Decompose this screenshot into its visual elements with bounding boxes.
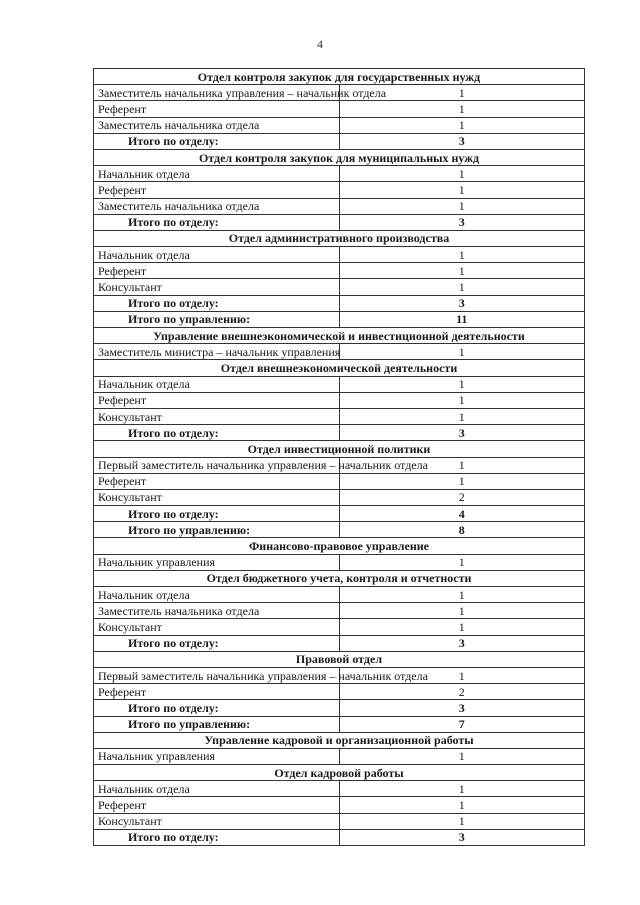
position-name: Заместитель начальника отдела bbox=[94, 603, 340, 619]
position-name: Референт bbox=[94, 263, 340, 279]
section-heading: Отдел административного производства bbox=[94, 230, 585, 246]
position-name: Начальник отдела bbox=[94, 376, 340, 392]
total-label: Итого по отделу: bbox=[94, 214, 340, 230]
total-label: Итого по отделу: bbox=[94, 700, 340, 716]
page-number: 4 bbox=[317, 37, 323, 51]
position-row bbox=[94, 554, 585, 570]
position-name: Консультант bbox=[94, 279, 340, 295]
section-heading-row bbox=[94, 230, 585, 246]
position-count: 1 bbox=[339, 813, 585, 829]
position-count: 1 bbox=[339, 247, 585, 263]
position-row bbox=[94, 667, 585, 683]
total-label: Итого по отделу: bbox=[94, 425, 340, 441]
position-name: Консультант bbox=[94, 813, 340, 829]
total-label: Итого по отделу: bbox=[94, 829, 340, 845]
position-name: Заместитель министра – начальник управления bbox=[94, 344, 340, 360]
section-heading-row bbox=[94, 651, 585, 667]
position-count: 1 bbox=[339, 263, 585, 279]
total-row bbox=[94, 311, 585, 327]
position-row bbox=[94, 376, 585, 392]
position-count: 1 bbox=[339, 408, 585, 424]
position-count: 1 bbox=[339, 279, 585, 295]
section-heading: Отдел инвестиционной политики bbox=[94, 441, 585, 457]
position-count: 1 bbox=[339, 344, 585, 360]
position-row bbox=[94, 587, 585, 603]
position-row bbox=[94, 198, 585, 214]
total-count: 3 bbox=[339, 700, 585, 716]
position-row bbox=[94, 263, 585, 279]
section-heading-row bbox=[94, 538, 585, 554]
position-count: 1 bbox=[339, 457, 585, 473]
total-label: Итого по управлению: bbox=[94, 716, 340, 732]
position-name: Консультант bbox=[94, 489, 340, 505]
total-count: 4 bbox=[339, 506, 585, 522]
position-row bbox=[94, 684, 585, 700]
total-row bbox=[94, 425, 585, 441]
position-row bbox=[94, 247, 585, 263]
section-heading-row bbox=[94, 149, 585, 165]
total-count: 3 bbox=[339, 214, 585, 230]
total-count: 3 bbox=[339, 635, 585, 651]
total-count: 3 bbox=[339, 425, 585, 441]
position-count: 1 bbox=[339, 603, 585, 619]
total-row bbox=[94, 700, 585, 716]
total-label: Итого по отделу: bbox=[94, 506, 340, 522]
position-name: Заместитель начальника управления – начальник отдела bbox=[94, 85, 340, 101]
position-row bbox=[94, 473, 585, 489]
total-count: 8 bbox=[339, 522, 585, 538]
position-name: Референт bbox=[94, 101, 340, 117]
staffing-table bbox=[93, 68, 585, 846]
position-row bbox=[94, 603, 585, 619]
position-name: Начальник отдела bbox=[94, 166, 340, 182]
position-row bbox=[94, 797, 585, 813]
total-row bbox=[94, 522, 585, 538]
position-row bbox=[94, 166, 585, 182]
section-heading: Отдел кадровой работы bbox=[94, 765, 585, 781]
position-count: 1 bbox=[339, 797, 585, 813]
total-row bbox=[94, 829, 585, 845]
section-heading: Финансово-правовое управление bbox=[94, 538, 585, 554]
total-count: 3 bbox=[339, 295, 585, 311]
total-label: Итого по отделу: bbox=[94, 133, 340, 149]
position-name: Заместитель начальника отдела bbox=[94, 117, 340, 133]
position-name: Первый заместитель начальника управления – начальник отдела bbox=[94, 667, 340, 683]
position-name: Референт bbox=[94, 182, 340, 198]
position-name: Референт bbox=[94, 797, 340, 813]
position-count: 1 bbox=[339, 85, 585, 101]
total-label: Итого по управлению: bbox=[94, 311, 340, 327]
position-row bbox=[94, 619, 585, 635]
total-row bbox=[94, 635, 585, 651]
position-count: 1 bbox=[339, 182, 585, 198]
position-count: 1 bbox=[339, 587, 585, 603]
position-name: Референт bbox=[94, 473, 340, 489]
position-name: Первый заместитель начальника управления – начальник отдела bbox=[94, 457, 340, 473]
section-heading: Отдел контроля закупок для государственных нужд bbox=[94, 69, 585, 85]
section-heading-row bbox=[94, 328, 585, 344]
total-count: 3 bbox=[339, 829, 585, 845]
position-name: Начальник отдела bbox=[94, 587, 340, 603]
section-heading-row bbox=[94, 765, 585, 781]
position-row bbox=[94, 748, 585, 764]
total-row bbox=[94, 295, 585, 311]
position-count: 2 bbox=[339, 489, 585, 505]
position-name: Консультант bbox=[94, 408, 340, 424]
position-count: 1 bbox=[339, 619, 585, 635]
position-count: 1 bbox=[339, 101, 585, 117]
position-count: 1 bbox=[339, 166, 585, 182]
position-name: Референт bbox=[94, 684, 340, 700]
position-name: Начальник управления bbox=[94, 748, 340, 764]
total-label: Итого по отделу: bbox=[94, 635, 340, 651]
section-heading: Отдел бюджетного учета, контроля и отчетности bbox=[94, 570, 585, 586]
position-row bbox=[94, 101, 585, 117]
position-count: 1 bbox=[339, 748, 585, 764]
position-row bbox=[94, 85, 585, 101]
position-row bbox=[94, 781, 585, 797]
section-heading-row bbox=[94, 441, 585, 457]
position-row bbox=[94, 457, 585, 473]
section-heading: Отдел контроля закупок для муниципальных нужд bbox=[94, 149, 585, 165]
position-row bbox=[94, 344, 585, 360]
position-count: 1 bbox=[339, 473, 585, 489]
staffing-table-body bbox=[94, 69, 585, 846]
section-heading-row bbox=[94, 570, 585, 586]
position-name: Заместитель начальника отдела bbox=[94, 198, 340, 214]
total-count: 3 bbox=[339, 133, 585, 149]
position-count: 2 bbox=[339, 684, 585, 700]
position-row bbox=[94, 392, 585, 408]
total-row bbox=[94, 716, 585, 732]
position-count: 1 bbox=[339, 554, 585, 570]
total-row bbox=[94, 506, 585, 522]
section-heading-row bbox=[94, 732, 585, 748]
position-name: Референт bbox=[94, 392, 340, 408]
position-name: Начальник отдела bbox=[94, 247, 340, 263]
total-count: 11 bbox=[339, 311, 585, 327]
position-row bbox=[94, 117, 585, 133]
position-count: 1 bbox=[339, 198, 585, 214]
position-count: 1 bbox=[339, 117, 585, 133]
position-row bbox=[94, 813, 585, 829]
position-name: Начальник управления bbox=[94, 554, 340, 570]
section-heading: Управление кадровой и организационной работы bbox=[94, 732, 585, 748]
position-count: 1 bbox=[339, 392, 585, 408]
total-count: 7 bbox=[339, 716, 585, 732]
section-heading-row bbox=[94, 360, 585, 376]
position-count: 1 bbox=[339, 376, 585, 392]
total-row bbox=[94, 214, 585, 230]
position-row bbox=[94, 408, 585, 424]
section-heading: Управление внешнеэкономической и инвестиционной деятельности bbox=[94, 328, 585, 344]
section-heading: Отдел внешнеэкономической деятельности bbox=[94, 360, 585, 376]
position-row bbox=[94, 489, 585, 505]
total-row bbox=[94, 133, 585, 149]
total-label: Итого по управлению: bbox=[94, 522, 340, 538]
position-name: Начальник отдела bbox=[94, 781, 340, 797]
position-count: 1 bbox=[339, 667, 585, 683]
position-name: Консультант bbox=[94, 619, 340, 635]
section-heading: Правовой отдел bbox=[94, 651, 585, 667]
section-heading-row bbox=[94, 69, 585, 85]
position-row bbox=[94, 182, 585, 198]
position-row bbox=[94, 279, 585, 295]
total-label: Итого по отделу: bbox=[94, 295, 340, 311]
position-count: 1 bbox=[339, 781, 585, 797]
